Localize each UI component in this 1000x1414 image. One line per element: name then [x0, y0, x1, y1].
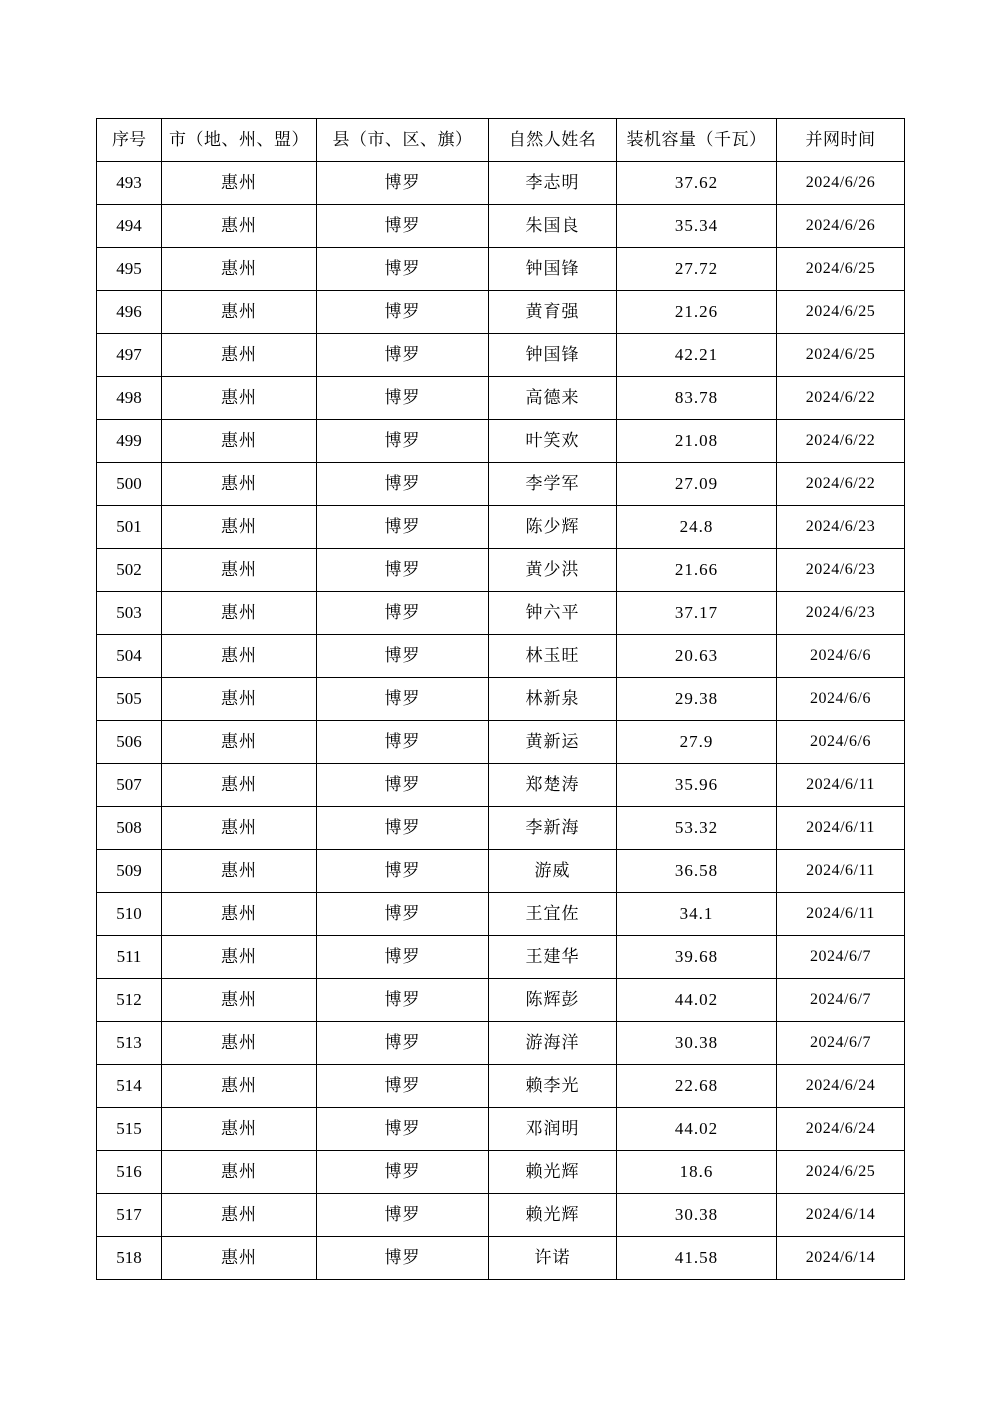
- cell-index: 504: [97, 635, 162, 678]
- cell-index: 514: [97, 1065, 162, 1108]
- column-header-index: 序号: [97, 119, 162, 162]
- cell-person-name: 黄育强: [489, 291, 617, 334]
- cell-index: 513: [97, 1022, 162, 1065]
- cell-city: 惠州: [162, 1022, 317, 1065]
- table-row: [97, 205, 905, 248]
- cell-grid-connection-date: 2024/6/22: [777, 420, 905, 463]
- cell-capacity: 37.62: [617, 162, 777, 205]
- cell-county: 博罗: [317, 936, 489, 979]
- cell-county: 博罗: [317, 807, 489, 850]
- cell-city: 惠州: [162, 205, 317, 248]
- cell-grid-connection-date: 2024/6/14: [777, 1194, 905, 1237]
- cell-capacity: 29.38: [617, 678, 777, 721]
- cell-county: 博罗: [317, 162, 489, 205]
- cell-person-name: 陈辉彭: [489, 979, 617, 1022]
- column-header-person-name: 自然人姓名: [489, 119, 617, 162]
- cell-county: 博罗: [317, 549, 489, 592]
- cell-person-name: 陈少辉: [489, 506, 617, 549]
- cell-capacity: 21.26: [617, 291, 777, 334]
- table-row: [97, 592, 905, 635]
- cell-county: 博罗: [317, 377, 489, 420]
- cell-capacity: 41.58: [617, 1237, 777, 1280]
- cell-grid-connection-date: 2024/6/24: [777, 1065, 905, 1108]
- table-row: [97, 1151, 905, 1194]
- cell-person-name: 许诺: [489, 1237, 617, 1280]
- cell-index: 494: [97, 205, 162, 248]
- cell-grid-connection-date: 2024/6/6: [777, 721, 905, 764]
- cell-index: 510: [97, 893, 162, 936]
- column-header-city: 市（地、州、盟）: [162, 119, 317, 162]
- column-header-grid-connection-date: 并网时间: [777, 119, 905, 162]
- cell-person-name: 钟国锋: [489, 248, 617, 291]
- cell-person-name: 赖光辉: [489, 1194, 617, 1237]
- table-row: [97, 377, 905, 420]
- cell-grid-connection-date: 2024/6/25: [777, 1151, 905, 1194]
- table-row: [97, 979, 905, 1022]
- cell-index: 493: [97, 162, 162, 205]
- cell-county: 博罗: [317, 1237, 489, 1280]
- cell-index: 515: [97, 1108, 162, 1151]
- cell-grid-connection-date: 2024/6/22: [777, 463, 905, 506]
- cell-city: 惠州: [162, 1237, 317, 1280]
- cell-capacity: 42.21: [617, 334, 777, 377]
- cell-person-name: 王建华: [489, 936, 617, 979]
- cell-person-name: 郑楚涛: [489, 764, 617, 807]
- cell-person-name: 李新海: [489, 807, 617, 850]
- table-row: [97, 248, 905, 291]
- cell-index: 507: [97, 764, 162, 807]
- cell-index: 512: [97, 979, 162, 1022]
- cell-county: 博罗: [317, 635, 489, 678]
- table-row: [97, 678, 905, 721]
- cell-county: 博罗: [317, 1194, 489, 1237]
- cell-capacity: 21.08: [617, 420, 777, 463]
- cell-city: 惠州: [162, 678, 317, 721]
- cell-index: 511: [97, 936, 162, 979]
- cell-grid-connection-date: 2024/6/24: [777, 1108, 905, 1151]
- cell-county: 博罗: [317, 678, 489, 721]
- cell-index: 498: [97, 377, 162, 420]
- cell-city: 惠州: [162, 506, 317, 549]
- column-header-capacity: 装机容量（千瓦）: [617, 119, 777, 162]
- cell-grid-connection-date: 2024/6/7: [777, 1022, 905, 1065]
- cell-person-name: 黄新运: [489, 721, 617, 764]
- cell-person-name: 钟六平: [489, 592, 617, 635]
- cell-county: 博罗: [317, 1065, 489, 1108]
- table-row: [97, 506, 905, 549]
- cell-person-name: 李学军: [489, 463, 617, 506]
- cell-index: 496: [97, 291, 162, 334]
- table-row: [97, 1194, 905, 1237]
- cell-city: 惠州: [162, 420, 317, 463]
- cell-capacity: 21.66: [617, 549, 777, 592]
- cell-person-name: 李志明: [489, 162, 617, 205]
- cell-county: 博罗: [317, 334, 489, 377]
- cell-person-name: 钟国锋: [489, 334, 617, 377]
- cell-grid-connection-date: 2024/6/11: [777, 893, 905, 936]
- table-row: [97, 893, 905, 936]
- table-row: [97, 721, 905, 764]
- cell-grid-connection-date: 2024/6/6: [777, 678, 905, 721]
- table-header-row: [97, 119, 905, 162]
- cell-index: 508: [97, 807, 162, 850]
- cell-person-name: 高德来: [489, 377, 617, 420]
- cell-grid-connection-date: 2024/6/23: [777, 549, 905, 592]
- cell-grid-connection-date: 2024/6/11: [777, 764, 905, 807]
- cell-grid-connection-date: 2024/6/26: [777, 162, 905, 205]
- distributed-pv-registration-table: [96, 118, 905, 1280]
- cell-grid-connection-date: 2024/6/23: [777, 506, 905, 549]
- cell-grid-connection-date: 2024/6/11: [777, 807, 905, 850]
- cell-index: 506: [97, 721, 162, 764]
- table-row: [97, 162, 905, 205]
- cell-city: 惠州: [162, 1151, 317, 1194]
- cell-capacity: 83.78: [617, 377, 777, 420]
- cell-city: 惠州: [162, 162, 317, 205]
- cell-capacity: 30.38: [617, 1022, 777, 1065]
- cell-capacity: 27.72: [617, 248, 777, 291]
- cell-capacity: 37.17: [617, 592, 777, 635]
- cell-grid-connection-date: 2024/6/23: [777, 592, 905, 635]
- cell-person-name: 林玉旺: [489, 635, 617, 678]
- table-row: [97, 764, 905, 807]
- cell-city: 惠州: [162, 334, 317, 377]
- cell-index: 499: [97, 420, 162, 463]
- cell-city: 惠州: [162, 721, 317, 764]
- cell-person-name: 黄少洪: [489, 549, 617, 592]
- cell-city: 惠州: [162, 635, 317, 678]
- cell-capacity: 30.38: [617, 1194, 777, 1237]
- cell-city: 惠州: [162, 463, 317, 506]
- table-row: [97, 549, 905, 592]
- cell-city: 惠州: [162, 807, 317, 850]
- cell-capacity: 24.8: [617, 506, 777, 549]
- cell-city: 惠州: [162, 592, 317, 635]
- cell-person-name: 王宜佐: [489, 893, 617, 936]
- cell-person-name: 叶笑欢: [489, 420, 617, 463]
- cell-county: 博罗: [317, 463, 489, 506]
- table-row: [97, 291, 905, 334]
- cell-grid-connection-date: 2024/6/25: [777, 291, 905, 334]
- cell-capacity: 27.9: [617, 721, 777, 764]
- cell-city: 惠州: [162, 1194, 317, 1237]
- column-header-county: 县（市、区、旗）: [317, 119, 489, 162]
- table-row: [97, 1237, 905, 1280]
- cell-city: 惠州: [162, 893, 317, 936]
- cell-index: 509: [97, 850, 162, 893]
- table-row: [97, 1065, 905, 1108]
- cell-county: 博罗: [317, 1022, 489, 1065]
- cell-capacity: 35.34: [617, 205, 777, 248]
- table-row: [97, 1108, 905, 1151]
- cell-index: 518: [97, 1237, 162, 1280]
- cell-grid-connection-date: 2024/6/11: [777, 850, 905, 893]
- cell-capacity: 44.02: [617, 1108, 777, 1151]
- cell-city: 惠州: [162, 936, 317, 979]
- cell-city: 惠州: [162, 764, 317, 807]
- cell-person-name: 邓润明: [489, 1108, 617, 1151]
- cell-index: 503: [97, 592, 162, 635]
- cell-index: 495: [97, 248, 162, 291]
- cell-grid-connection-date: 2024/6/7: [777, 979, 905, 1022]
- cell-county: 博罗: [317, 721, 489, 764]
- cell-city: 惠州: [162, 850, 317, 893]
- cell-index: 500: [97, 463, 162, 506]
- table-row: [97, 850, 905, 893]
- cell-capacity: 35.96: [617, 764, 777, 807]
- cell-county: 博罗: [317, 205, 489, 248]
- cell-person-name: 赖光辉: [489, 1151, 617, 1194]
- cell-grid-connection-date: 2024/6/6: [777, 635, 905, 678]
- table-row: [97, 635, 905, 678]
- cell-capacity: 18.6: [617, 1151, 777, 1194]
- cell-person-name: 林新泉: [489, 678, 617, 721]
- table-row: [97, 936, 905, 979]
- cell-person-name: 游海洋: [489, 1022, 617, 1065]
- cell-capacity: 22.68: [617, 1065, 777, 1108]
- cell-city: 惠州: [162, 1108, 317, 1151]
- cell-city: 惠州: [162, 549, 317, 592]
- cell-county: 博罗: [317, 506, 489, 549]
- cell-grid-connection-date: 2024/6/25: [777, 334, 905, 377]
- cell-person-name: 朱国良: [489, 205, 617, 248]
- cell-city: 惠州: [162, 291, 317, 334]
- cell-county: 博罗: [317, 893, 489, 936]
- cell-index: 502: [97, 549, 162, 592]
- cell-capacity: 20.63: [617, 635, 777, 678]
- cell-county: 博罗: [317, 850, 489, 893]
- cell-county: 博罗: [317, 1108, 489, 1151]
- cell-grid-connection-date: 2024/6/22: [777, 377, 905, 420]
- cell-index: 517: [97, 1194, 162, 1237]
- cell-index: 497: [97, 334, 162, 377]
- table-header: [97, 119, 905, 162]
- cell-city: 惠州: [162, 1065, 317, 1108]
- cell-index: 516: [97, 1151, 162, 1194]
- cell-grid-connection-date: 2024/6/14: [777, 1237, 905, 1280]
- cell-county: 博罗: [317, 248, 489, 291]
- cell-index: 505: [97, 678, 162, 721]
- cell-county: 博罗: [317, 1151, 489, 1194]
- table-body: [97, 162, 905, 1280]
- cell-county: 博罗: [317, 764, 489, 807]
- cell-index: 501: [97, 506, 162, 549]
- cell-capacity: 39.68: [617, 936, 777, 979]
- cell-county: 博罗: [317, 291, 489, 334]
- cell-city: 惠州: [162, 377, 317, 420]
- cell-capacity: 34.1: [617, 893, 777, 936]
- cell-county: 博罗: [317, 592, 489, 635]
- cell-grid-connection-date: 2024/6/26: [777, 205, 905, 248]
- cell-person-name: 游威: [489, 850, 617, 893]
- cell-person-name: 赖李光: [489, 1065, 617, 1108]
- cell-grid-connection-date: 2024/6/7: [777, 936, 905, 979]
- cell-capacity: 53.32: [617, 807, 777, 850]
- cell-county: 博罗: [317, 979, 489, 1022]
- table-row: [97, 807, 905, 850]
- table-row: [97, 420, 905, 463]
- table-row: [97, 1022, 905, 1065]
- cell-city: 惠州: [162, 979, 317, 1022]
- table-row: [97, 463, 905, 506]
- cell-capacity: 44.02: [617, 979, 777, 1022]
- table-row: [97, 334, 905, 377]
- cell-capacity: 27.09: [617, 463, 777, 506]
- cell-county: 博罗: [317, 420, 489, 463]
- cell-grid-connection-date: 2024/6/25: [777, 248, 905, 291]
- cell-capacity: 36.58: [617, 850, 777, 893]
- cell-city: 惠州: [162, 248, 317, 291]
